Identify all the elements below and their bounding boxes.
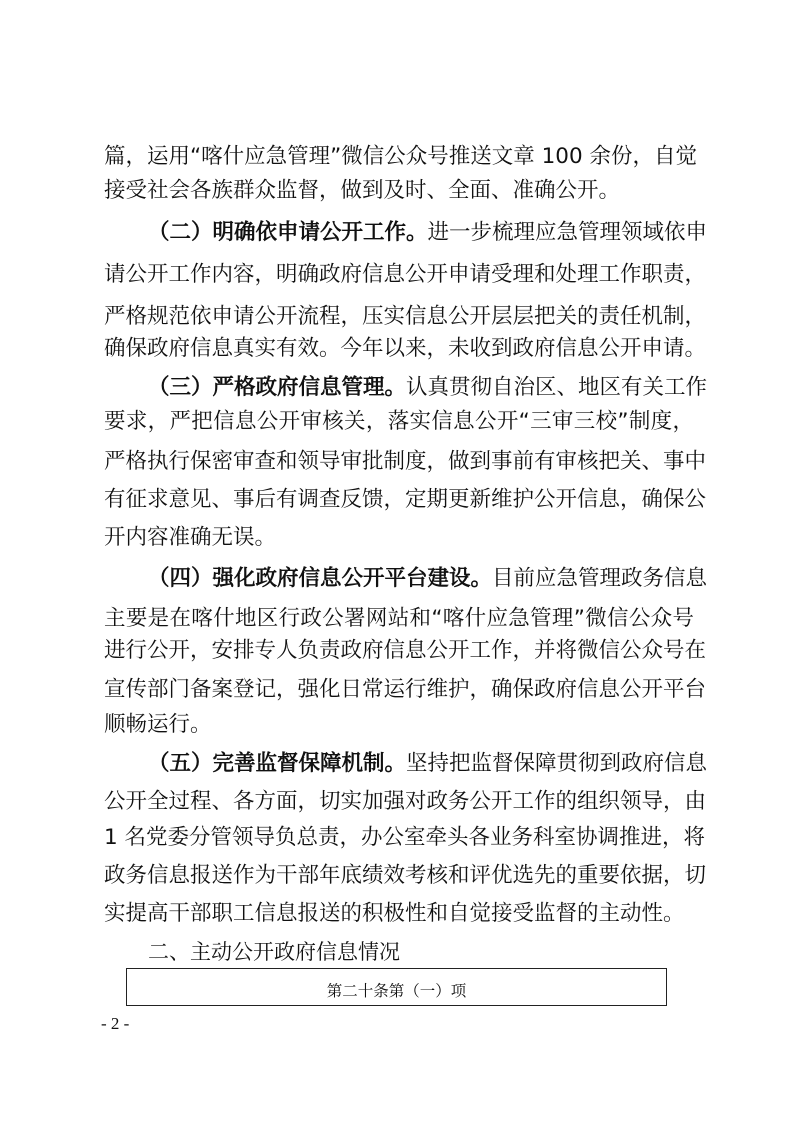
paragraph-line: 要求，严把信息公开审核关，落实信息公开“三审三校”制度， — [104, 409, 694, 434]
section-3-text: 认真贯彻自治区、地区有关工作 — [406, 375, 708, 400]
paragraph-line: 政务信息报送作为干部年底绩效考核和评优选先的重要依据，切 — [104, 863, 707, 888]
section-3-first-line — [148, 373, 708, 403]
section-2-first-line — [148, 218, 708, 248]
paragraph-line: 1 名党委分管领导负总责，办公室牵头各业务科室协调推进，将 — [104, 825, 706, 850]
section-4-text: 目前应急管理政务信息 — [492, 566, 708, 591]
section-heading: 二、主动公开政府信息情况 — [148, 940, 400, 964]
table-header-row — [126, 968, 667, 1006]
paragraph-line: 宣传部门备案登记，强化日常运行维护，确保政府信息公开平台 — [104, 677, 707, 702]
paragraph-line: 公开全过程、各方面，切实加强对政务公开工作的组织领导，由 — [104, 789, 707, 814]
paragraph-line: 主要是在喀什地区行政公署网站和“喀什应急管理”微信公众号 — [104, 606, 694, 631]
paragraph-line: 顺畅运行。 — [104, 712, 212, 737]
table-header-cell: 第二十条第（一）项 — [326, 983, 467, 1000]
page-number: - 2 - — [101, 1014, 130, 1033]
section-5-heading: （五）完善监督保障机制。 — [148, 751, 407, 776]
paragraph-line: 严格规范依申请公开流程，压实信息公开层层把关的责任机制， — [104, 304, 707, 329]
section-5-text: 坚持把监督保障贯彻到政府信息 — [406, 751, 708, 776]
paragraph-line: 篇，运用“喀什应急管理”微信公众号推送文章 100 余份，自觉 — [104, 144, 697, 169]
paragraph-line: 实提高干部职工信息报送的积极性和自觉接受监督的主动性。 — [104, 901, 685, 926]
section-4-heading: （四）强化政府信息公开平台建设。 — [148, 566, 493, 591]
paragraph-line: 请公开工作内容，明确政府信息公开申请受理和处理工作职责， — [104, 262, 707, 287]
paragraph-line: 接受社会各族群众监督，做到及时、全面、准确公开。 — [104, 178, 621, 203]
paragraph-line: 进行公开，安排专人负责政府信息公开工作，并将微信公众号在 — [104, 638, 707, 663]
section-3-heading: （三）严格政府信息管理。 — [148, 375, 407, 400]
paragraph-line: 确保政府信息真实有效。今年以来，未收到政府信息公开申请。 — [104, 336, 707, 361]
paragraph-line: 有征求意见、事后有调查反馈，定期更新维护公开信息，确保公 — [104, 487, 707, 512]
paragraph-line: 严格执行保密审查和领导审批制度，做到事前有审核把关、事中 — [104, 449, 707, 474]
paragraph-line: 开内容准确无误。 — [104, 525, 277, 550]
section-2-text: 进一步梳理应急管理领域依申 — [427, 220, 708, 245]
section-5-first-line — [148, 749, 708, 779]
section-2-heading: （二）明确依申请公开工作。 — [148, 220, 428, 245]
section-4-first-line — [148, 564, 708, 594]
